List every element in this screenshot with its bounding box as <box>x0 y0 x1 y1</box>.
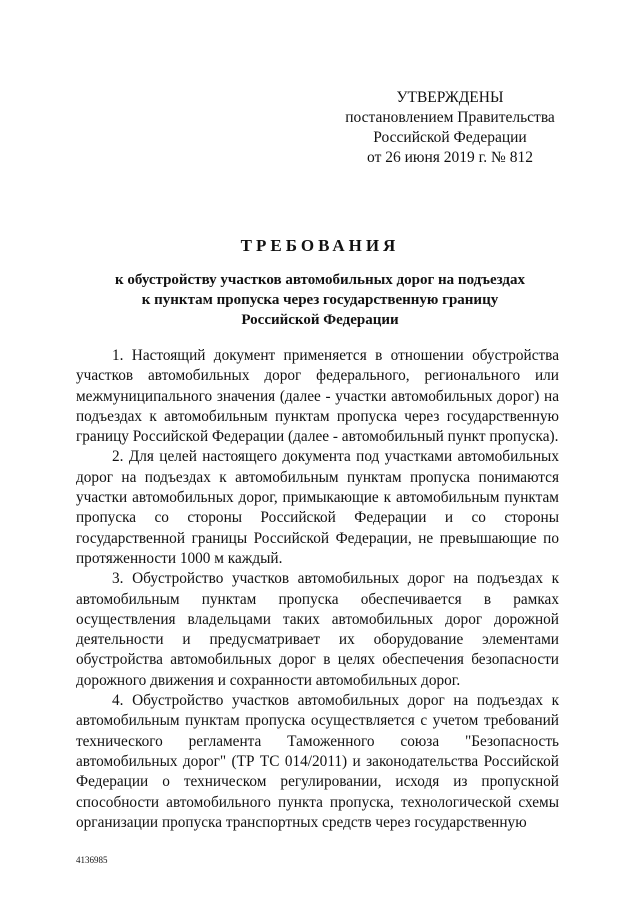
subtitle-line-3: Российской Федерации <box>241 312 399 328</box>
document-code: 4136985 <box>76 855 108 865</box>
subtitle-line-2: к пунктам пропуска через государственную границу <box>141 292 499 308</box>
document-subtitle <box>60 270 580 330</box>
paragraph-1: 1. Настоящий документ применяется в отношении обустройства участков автомобильных дорог федерального, регионального или межмуниципального значения (далее - участки автомобильных дорог) на подъездах к автомобильным пунктам пропуска через государственную границу Российской Федерации (далее - автомобильный пункт пропуска). <box>76 347 559 446</box>
title-block <box>60 236 580 330</box>
approval-issuer: постановлением Правительства <box>345 109 555 126</box>
approval-heading: УТВЕРЖДЕНЫ <box>396 89 504 106</box>
paragraph-3: 3. Обустройство участков автомобильных дорог на подъездах к автомобильным пунктам пропуска обеспечивается в рамках осуществления владельцами таких автомобильных дорог дорожной деятельности и предусматривает их оборудование элементами обустройства автомобильных дорог в целях обеспечения безопасности дорожного движения и сохранности автомобильных дорог. <box>76 570 559 689</box>
approval-issuer-country: Российской Федерации <box>373 129 527 146</box>
subtitle-line-1: к обустройству участков автомобильных дорог на подъездах <box>115 272 525 288</box>
paragraph-4: 4. Обустройство участков автомобильных дорог на подъездах к автомобильным пунктам пропуска осуществляется с учетом требований технического регламента Таможенного союза "Безопасность автомобильных дорог" (ТР ТС 014/2011) и законодательства Российской Федерации о техническом регулировании, исходя из пропускной способности автомобильного пункта пропуска, технологической схемы организации пропуска транспортных средств через государственную <box>76 692 559 831</box>
approval-date-number: от 26 июня 2019 г. № 812 <box>367 149 533 166</box>
approval-stamp <box>300 88 600 168</box>
document-title: ТРЕБОВАНИЯ <box>240 236 400 255</box>
paragraph-2: 2. Для целей настоящего документа под участками автомобильных дорог на подъездах к автомобильным пунктам пропуска понимаются участки автомобильных дорог, примыкающие к автомобильным пунктам пропуска со стороны Российской Федерации и со стороны государственной границы Российской Федерации, не превышающие по протяженности 1000 м каждый. <box>76 448 559 567</box>
document-body <box>76 346 559 833</box>
